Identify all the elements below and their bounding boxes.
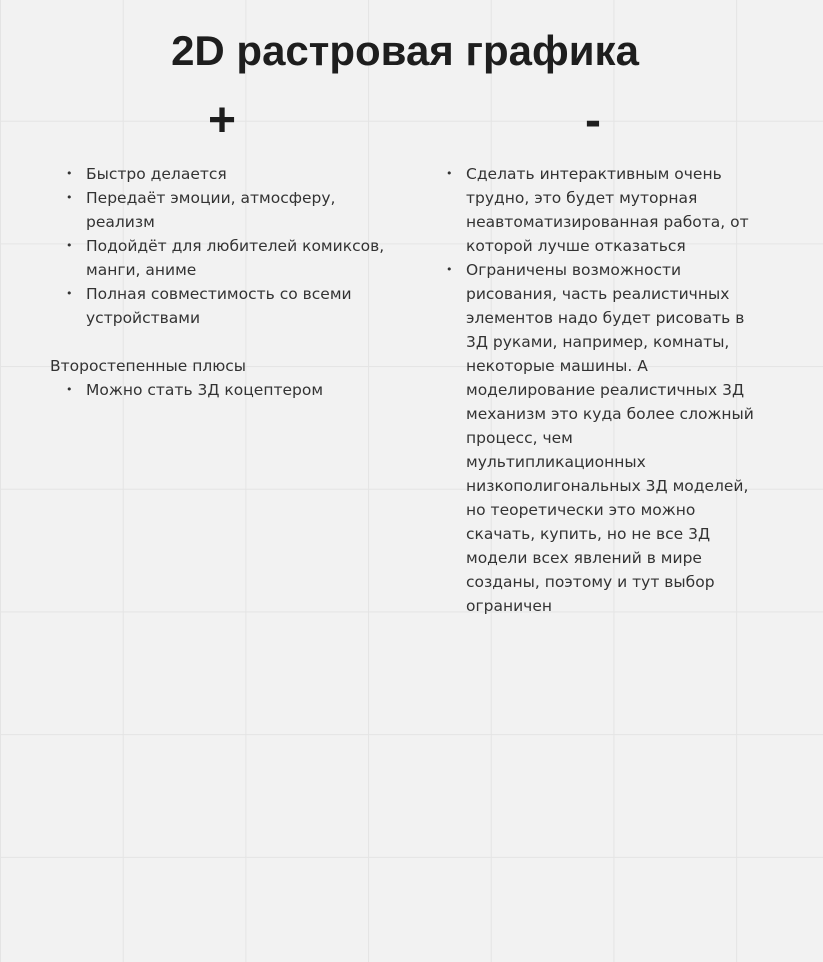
cons-list (430, 162, 755, 618)
pros-column (50, 162, 395, 402)
list-item: • Сделать интерактивным очень трудно, это будет муторная неавтоматизированная работа, от которой лучше отказаться (430, 162, 755, 258)
list-item: • Передаёт эмоции, атмосферу, реализм (50, 186, 395, 234)
list-item: • Ограничены возможности рисования, часть реалистичных элементов надо будет рисовать в 3Д руками, например, комнаты, некоторые машины. А моделирование реалистичных 3Д механизм это куда более сложный процесс, чем мультипликационных низкополигональных 3Д моделей, но теоретически это можно скачать, купить, но не все 3Д модели всех явлений в мире созданы, поэтому и тут выбор ограничен (430, 258, 755, 618)
minus-heading: - (585, 94, 601, 147)
pros-list (50, 162, 395, 330)
list-item: • Быстро делается (50, 162, 395, 186)
plus-heading: + (207, 94, 237, 147)
list-item: • Подойдёт для любителей комиксов, манги, аниме (50, 234, 395, 282)
secondary-pros-heading: Второстепенные плюсы (50, 357, 247, 375)
page-title: 2D растровая графика (171, 27, 639, 74)
cons-column (430, 162, 755, 618)
list-item: • Можно стать 3Д коцептером (50, 378, 395, 402)
list-item: • Полная совместимость со всеми устройствами (50, 282, 395, 330)
secondary-pros-list (50, 378, 395, 402)
